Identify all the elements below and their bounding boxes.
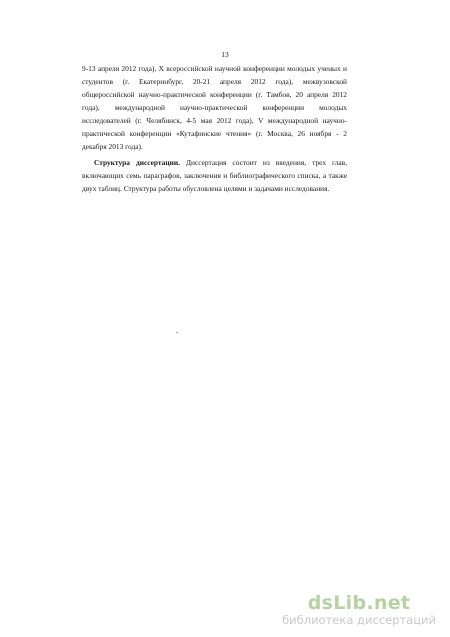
text-line: декабря 2013 года).: [82, 142, 143, 151]
text-line: студентов (г. Екатеринбург, 20-21 апреля 2012 года), межвузовской: [82, 77, 347, 86]
text-line: двух таблиц. Структура работы обусловлена целями и задачами исследования.: [82, 184, 330, 193]
structure-line-rest: Диссертация состоит из введения, трех глав,: [179, 158, 347, 167]
text-line: года), международной научно-практической конференции молодых: [82, 103, 347, 112]
watermark-subtitle: библиотека диссертаций: [282, 613, 436, 627]
text-line: общероссийской научно-практической конференции (г. Тамбов, 20 апреля 2012: [82, 90, 347, 99]
watermark-logo: dsLib.net: [307, 592, 411, 614]
text-line: [82, 156, 347, 169]
stray-mark: .: [176, 326, 178, 335]
structure-heading: Структура диссертации.: [94, 158, 180, 167]
watermark: [282, 592, 436, 627]
body-text: [82, 62, 347, 195]
text-line: исследователей (г. Челябинск, 4-5 мая 2012 года), V международной научно-: [82, 116, 347, 125]
page-number: 13: [221, 50, 229, 59]
text-line: практической конференции «Кутафинские чтения» (г. Москва, 26 ноября - 2: [82, 129, 347, 138]
paragraph-conferences: [82, 62, 347, 153]
text-line: включающих семь параграфов, заключения и библиографического списка, а также: [82, 171, 347, 180]
text-line: 9-13 апреля 2012 года), X всероссийской научной конференции молодых ученых и: [82, 64, 347, 73]
paragraph-structure: [82, 156, 347, 195]
